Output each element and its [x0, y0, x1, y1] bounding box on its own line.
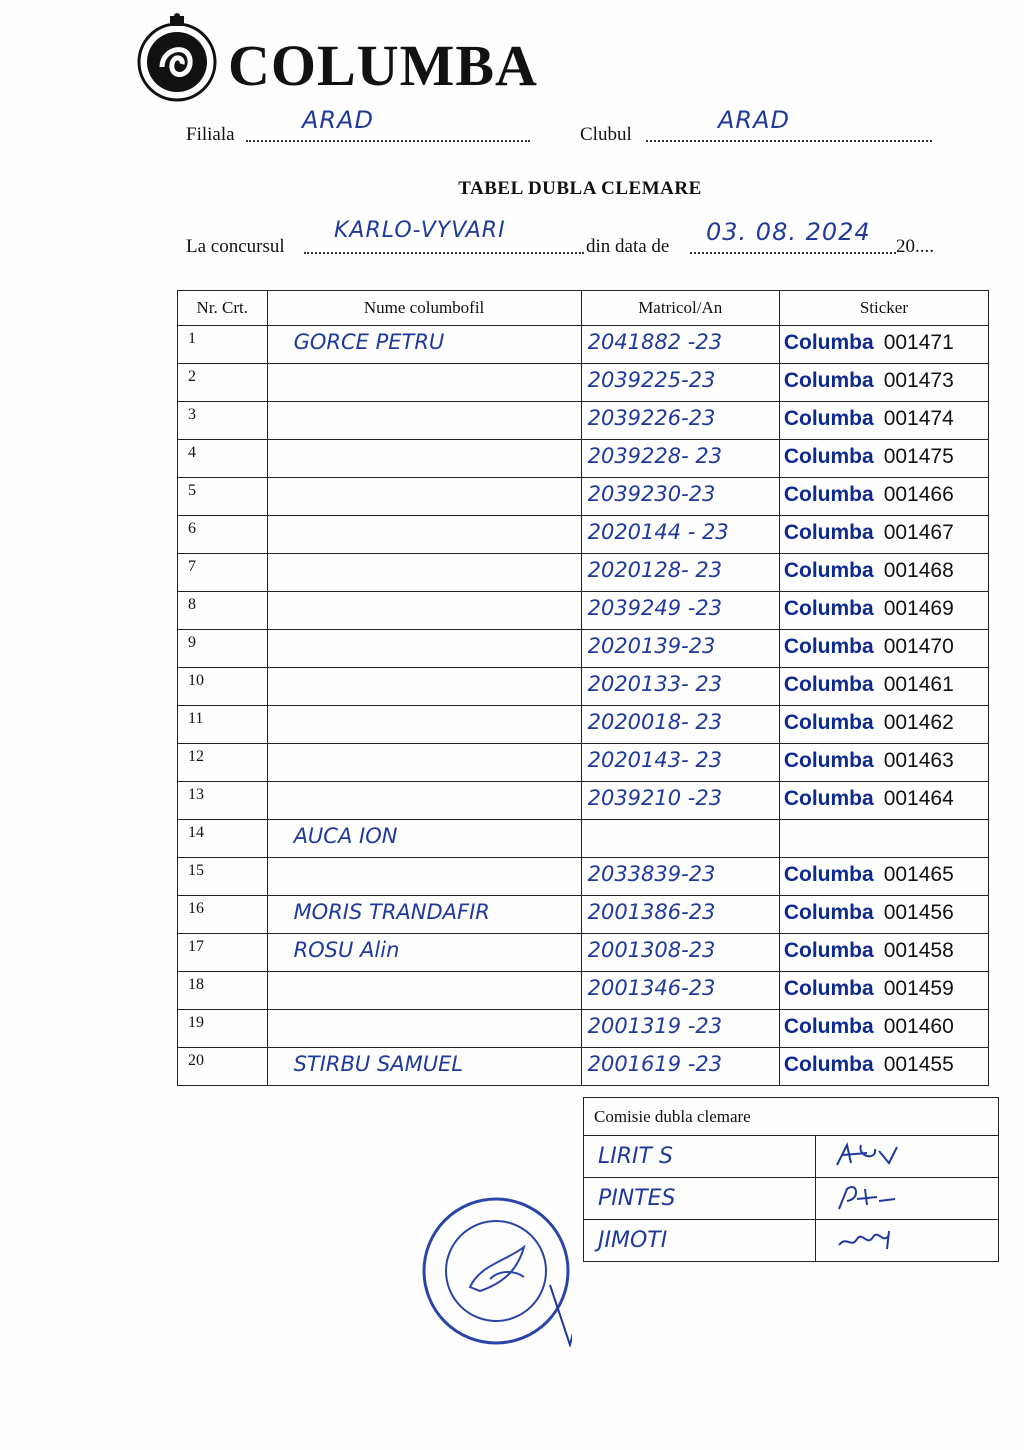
sticker-number: 001461: [883, 673, 954, 696]
commission-table: [583, 1097, 999, 1262]
sticker-cell: [779, 364, 988, 402]
fancier-name-cell: [267, 934, 581, 972]
fancier-name-cell: [267, 668, 581, 706]
sticker-label: [780, 858, 988, 891]
matricol-cell: [581, 592, 779, 630]
matricol-cell: [581, 820, 779, 858]
sticker-number: 001459: [883, 977, 954, 1000]
fancier-name-cell: [267, 1010, 581, 1048]
sticker-cell: [779, 820, 988, 858]
sticker-cell: [779, 744, 988, 782]
matricol-value: 2039230-23: [587, 482, 716, 506]
fancier-name-cell: [267, 554, 581, 592]
fancier-name-cell: [267, 706, 581, 744]
sticker-cell: [779, 516, 988, 554]
sticker-label: [780, 668, 988, 701]
row-number: 19: [178, 1010, 268, 1048]
matricol-value: 2020144 - 23: [587, 520, 729, 544]
date-dotted-line: [690, 252, 896, 254]
matricol-cell: [581, 440, 779, 478]
matricol-value: 2039226-23: [587, 406, 716, 430]
matricol-cell: [581, 402, 779, 440]
sticker-number: 001471: [883, 331, 954, 354]
table-row: [178, 934, 989, 972]
fancier-name-cell: [267, 972, 581, 1010]
sticker-cell: [779, 1048, 988, 1086]
sticker-number: 001455: [883, 1053, 954, 1076]
matricol-cell: [581, 326, 779, 364]
sticker-brand: Columba: [783, 369, 874, 392]
fancier-name-cell: [267, 402, 581, 440]
matricol-cell: [581, 858, 779, 896]
association-stamp-icon: [420, 1195, 572, 1347]
fancier-name: MORIS TRANDAFIR: [293, 900, 490, 924]
matricol-cell: [581, 1048, 779, 1086]
table-row: [178, 592, 989, 630]
sticker-cell: [779, 402, 988, 440]
commission-row: [584, 1220, 999, 1262]
sticker-label: [780, 326, 988, 359]
row-number: 16: [178, 896, 268, 934]
page-title: TABEL DUBLA CLEMARE: [458, 178, 702, 199]
sticker-label: [780, 554, 988, 587]
sticker-brand: Columba: [783, 635, 874, 658]
sticker-label: [780, 1048, 988, 1081]
col-header-matricol: Matricol/An: [581, 291, 779, 326]
sticker-brand: Columba: [783, 977, 874, 1000]
matricol-value: 2041882 -23: [587, 330, 723, 354]
row-number: 10: [178, 668, 268, 706]
fancier-name-cell: [267, 1048, 581, 1086]
col-header-nr: Nr. Crt.: [178, 291, 268, 326]
commission-member: LIRIT S: [584, 1136, 816, 1178]
din-data-label: din data de: [586, 236, 670, 257]
sticker-number: 001465: [883, 863, 954, 886]
sticker-brand: Columba: [783, 559, 874, 582]
sticker-cell: [779, 592, 988, 630]
sticker-label: [780, 934, 988, 967]
sticker-label: [780, 706, 988, 739]
table-row: [178, 1010, 989, 1048]
table-row: [178, 858, 989, 896]
matricol-value: 2039225-23: [587, 368, 716, 392]
fancier-name: STIRBU SAMUEL: [293, 1052, 464, 1076]
row-number: 15: [178, 858, 268, 896]
row-number: 7: [178, 554, 268, 592]
commission-member: PINTES: [584, 1178, 816, 1220]
sticker-brand: Columba: [783, 1053, 874, 1076]
sticker-number: 001463: [883, 749, 954, 772]
year-suffix: 20....: [896, 236, 934, 257]
fancier-name: AUCA ION: [293, 824, 398, 848]
signature-icon: [816, 1220, 999, 1262]
sticker-number: 001462: [883, 711, 954, 734]
row-number: 2: [178, 364, 268, 402]
matricol-cell: [581, 782, 779, 820]
sticker-cell: [779, 326, 988, 364]
clubul-dotted-line: [646, 140, 932, 142]
pigeon-table: [177, 290, 989, 1086]
col-header-sticker: Sticker: [779, 291, 988, 326]
table-row: [178, 554, 989, 592]
matricol-cell: [581, 934, 779, 972]
sticker-number: 001464: [883, 787, 954, 810]
filiala-value: ARAD: [302, 106, 374, 134]
row-number: 1: [178, 326, 268, 364]
fancier-name-cell: [267, 364, 581, 402]
sticker-label: [780, 364, 988, 397]
matricol-cell: [581, 706, 779, 744]
signature-icon: [816, 1136, 999, 1178]
sticker-number: 001470: [883, 635, 954, 658]
table-row: [178, 440, 989, 478]
clubul-value: ARAD: [718, 106, 790, 134]
matricol-value: 2020133- 23: [587, 672, 723, 696]
sticker-cell: [779, 668, 988, 706]
table-row: [178, 478, 989, 516]
matricol-value: 2001319 -23: [587, 1014, 723, 1038]
sticker-cell: [779, 896, 988, 934]
table-row: [178, 364, 989, 402]
matricol-value: 2039210 -23: [587, 786, 723, 810]
row-number: 20: [178, 1048, 268, 1086]
sticker-brand: Columba: [783, 407, 874, 430]
table-header-row: [178, 291, 989, 326]
row-number: 5: [178, 478, 268, 516]
sticker-label: [780, 1010, 988, 1043]
matricol-cell: [581, 478, 779, 516]
table-row: [178, 706, 989, 744]
sticker-brand: Columba: [783, 1015, 874, 1038]
matricol-value: 2001619 -23: [587, 1052, 723, 1076]
sticker-number: 001460: [883, 1015, 954, 1038]
columba-logo-icon: [132, 12, 222, 102]
matricol-cell: [581, 364, 779, 402]
matricol-value: 2001308-23: [587, 938, 716, 962]
col-header-name: Nume columbofil: [267, 291, 581, 326]
sticker-number: 001456: [883, 901, 954, 924]
sticker-number: 001467: [883, 521, 954, 544]
matricol-value: 2020018- 23: [587, 710, 723, 734]
sticker-label: [780, 744, 988, 777]
table-row: [178, 782, 989, 820]
date-value: 03. 08. 2024: [706, 218, 871, 246]
commission-title: Comisie dubla clemare: [584, 1098, 999, 1136]
matricol-value: 2020128- 23: [587, 558, 723, 582]
sticker-number: 001469: [883, 597, 954, 620]
concurs-dotted-line: [304, 252, 584, 254]
fancier-name-cell: [267, 478, 581, 516]
matricol-cell: [581, 554, 779, 592]
fancier-name-cell: [267, 326, 581, 364]
matricol-cell: [581, 630, 779, 668]
sticker-brand: Columba: [783, 331, 874, 354]
sticker-cell: [779, 1010, 988, 1048]
table-row: [178, 744, 989, 782]
filiala-label: Filiala: [186, 124, 235, 145]
sticker-brand: Columba: [783, 673, 874, 696]
row-number: 9: [178, 630, 268, 668]
matricol-value: 2039228- 23: [587, 444, 723, 468]
row-number: 12: [178, 744, 268, 782]
sticker-brand: Columba: [783, 445, 874, 468]
sticker-label: [780, 972, 988, 1005]
table-row: [178, 630, 989, 668]
row-number: 17: [178, 934, 268, 972]
fancier-name-cell: [267, 630, 581, 668]
row-number: 6: [178, 516, 268, 554]
matricol-cell: [581, 972, 779, 1010]
fancier-name-cell: [267, 858, 581, 896]
sticker-number: 001474: [883, 407, 954, 430]
matricol-cell: [581, 896, 779, 934]
fancier-name-cell: [267, 440, 581, 478]
sticker-cell: [779, 706, 988, 744]
sticker-cell: [779, 858, 988, 896]
concurs-value: KARLO-VYVARI: [334, 218, 506, 243]
sticker-label: [780, 478, 988, 511]
sticker-label: [780, 440, 988, 473]
sticker-cell: [779, 972, 988, 1010]
row-number: 11: [178, 706, 268, 744]
sticker-number: 001466: [883, 483, 954, 506]
filiala-dotted-line: [246, 140, 530, 142]
row-number: 14: [178, 820, 268, 858]
row-number: 13: [178, 782, 268, 820]
fancier-name-cell: [267, 782, 581, 820]
row-number: 3: [178, 402, 268, 440]
table-row: [178, 820, 989, 858]
sticker-cell: [779, 782, 988, 820]
sticker-number: 001468: [883, 559, 954, 582]
sticker-number: 001473: [883, 369, 954, 392]
sticker-label: [780, 592, 988, 625]
matricol-value: 2020139-23: [587, 634, 716, 658]
sticker-label: [780, 820, 988, 853]
clubul-label: Clubul: [580, 124, 632, 145]
fancier-name-cell: [267, 820, 581, 858]
table-row: [178, 1048, 989, 1086]
sticker-number: 001458: [883, 939, 954, 962]
fancier-name-cell: [267, 516, 581, 554]
sticker-label: [780, 516, 988, 549]
matricol-cell: [581, 1010, 779, 1048]
sticker-brand: Columba: [783, 483, 874, 506]
sticker-cell: [779, 554, 988, 592]
table-row: [178, 326, 989, 364]
sticker-brand: Columba: [783, 711, 874, 734]
row-number: 4: [178, 440, 268, 478]
sticker-brand: Columba: [783, 597, 874, 620]
row-number: 18: [178, 972, 268, 1010]
sticker-brand: Columba: [783, 749, 874, 772]
fancier-name-cell: [267, 744, 581, 782]
sticker-label: [780, 402, 988, 435]
matricol-value: 2001386-23: [587, 900, 716, 924]
matricol-cell: [581, 516, 779, 554]
matricol-value: 2033839-23: [587, 862, 716, 886]
sticker-brand: Columba: [783, 521, 874, 544]
fancier-name: GORCE PETRU: [293, 330, 445, 354]
brand-title: COLUMBA: [228, 33, 538, 98]
sticker-label: [780, 630, 988, 663]
matricol-value: 2020143- 23: [587, 748, 723, 772]
table-row: [178, 516, 989, 554]
table-row: [178, 972, 989, 1010]
row-number: 8: [178, 592, 268, 630]
sticker-brand: Columba: [783, 787, 874, 810]
sticker-number: 001475: [883, 445, 954, 468]
sticker-brand: Columba: [783, 901, 874, 924]
sticker-brand: Columba: [783, 939, 874, 962]
sticker-label: [780, 782, 988, 815]
sticker-label: [780, 896, 988, 929]
sticker-brand: Columba: [783, 863, 874, 886]
matricol-value: 2039249 -23: [587, 596, 723, 620]
fancier-name: ROSU Alin: [293, 938, 400, 962]
signature-icon: [816, 1178, 999, 1220]
sticker-cell: [779, 934, 988, 972]
concurs-label: La concursul: [186, 236, 285, 257]
commission-row: [584, 1178, 999, 1220]
table-row: [178, 668, 989, 706]
sticker-cell: [779, 478, 988, 516]
commission-row: [584, 1136, 999, 1178]
fancier-name-cell: [267, 592, 581, 630]
sticker-cell: [779, 630, 988, 668]
fancier-name-cell: [267, 896, 581, 934]
commission-member: JIMOTI: [584, 1220, 816, 1262]
sticker-cell: [779, 440, 988, 478]
matricol-cell: [581, 668, 779, 706]
table-row: [178, 402, 989, 440]
matricol-cell: [581, 744, 779, 782]
matricol-value: 2001346-23: [587, 976, 716, 1000]
table-row: [178, 896, 989, 934]
